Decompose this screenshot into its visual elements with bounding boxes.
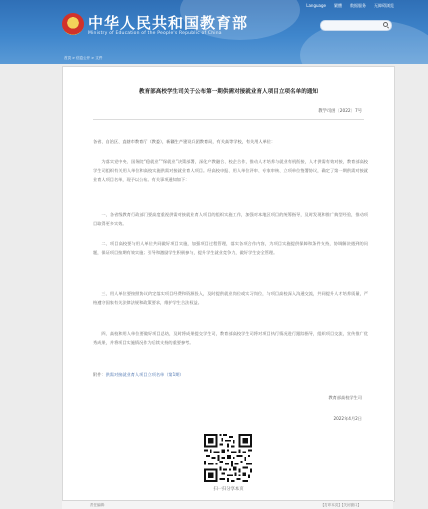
paragraph-4: 四、高校和用人单位要做好项目总结，及时将成果提交学生司，教育部高校学生司将对项目执行情况进行跟踪指导，组织项目交流，宣传推广优秀成果，并将项目实施情况作为后续支持的重要参考。	[93, 331, 368, 345]
national-emblem-icon	[62, 13, 84, 35]
paragraph-1: 一、各省级教育行政部门要高度重视供需对接就业育人项目的组织实施工作，加强对本地区项目的统筹指导，及时发现和推广典型经验，推动项目取得更多实效。	[93, 212, 368, 226]
site-title[interactable]: 中华人民共和国教育部	[88, 14, 249, 32]
attachment-label: 附件：	[93, 372, 106, 377]
document-title: 教育部高校学生司关于公布第一期供需对接就业育人项目立项名单的通知	[138, 89, 318, 95]
site-subtitle: Ministry of Education of the People's Republic of China	[88, 31, 222, 36]
attachment-line	[93, 372, 184, 378]
search-input[interactable]	[320, 20, 392, 31]
document-page	[62, 66, 395, 502]
top-links	[306, 3, 394, 9]
responsible-editor: 责任编辑：	[90, 503, 108, 507]
accessibility-link[interactable]: 无障碍浏览	[374, 3, 394, 8]
breadcrumb[interactable]: 首页 > 信息公开 > 文件	[64, 56, 103, 60]
document-date: 2022年4月2日	[333, 416, 362, 421]
data-service-link[interactable]: 数据服务	[350, 3, 366, 8]
title-divider	[93, 119, 364, 120]
qr-caption: 扫一扫分享本页	[213, 487, 244, 492]
site-header	[0, 0, 428, 64]
print-close-links[interactable]: 【打印本页】【关闭窗口】	[320, 503, 361, 507]
language-link[interactable]: Language	[306, 3, 326, 8]
attachment-link[interactable]: 供需对接就业育人项目立项名单（第1期）	[105, 372, 184, 377]
addressee: 各省、自治区、直辖市教育厅（教委），新疆生产建设兵团教育局，有关高等学校，有关用人单位：	[93, 139, 276, 144]
intro-paragraph: 为落实党中央、国务院“稳就业”“保就业”决策部署，深化产教融合、校企合作，推动人才培养与就业有机衔接，人才供需有效对接，教育部高校学生司组织有关用人单位和高校实施供需对接就业育人项目。经高校申报、用人单位评审、专家审核、立项单位签署协议，确定了第一期供需对接就业育人项目名单，现予以公布。有关事项通知如下：	[93, 159, 368, 182]
signatory: 教育部高校学生司	[328, 395, 362, 400]
document-number: 教学司函〔2022〕7号	[318, 109, 362, 114]
share-qr-code[interactable]	[204, 434, 252, 482]
paragraph-2: 二、项目高校要与用人单位共同做好项目实施，加强项目过程管理，落实各项合作内容，为项目实施提供保障和条件支持，协调解决遇到的问题，保证项目按期有效实施；引导和激励学生积极参与，提升学生就业竞争力，做好学生安全管理。	[93, 241, 368, 255]
paragraph-3: 三、用人单位要按照协议约定落实项目经费和资源投入，及时提供就业岗位或实习岗位，与项目高校深入沟通交流，共同提升人才培养质量，严格遵守国家有关法律法规和政策要求，维护学生合法权益。	[93, 291, 368, 305]
traditional-chinese-link[interactable]: 繁體	[334, 3, 342, 8]
search-icon[interactable]	[383, 22, 388, 27]
